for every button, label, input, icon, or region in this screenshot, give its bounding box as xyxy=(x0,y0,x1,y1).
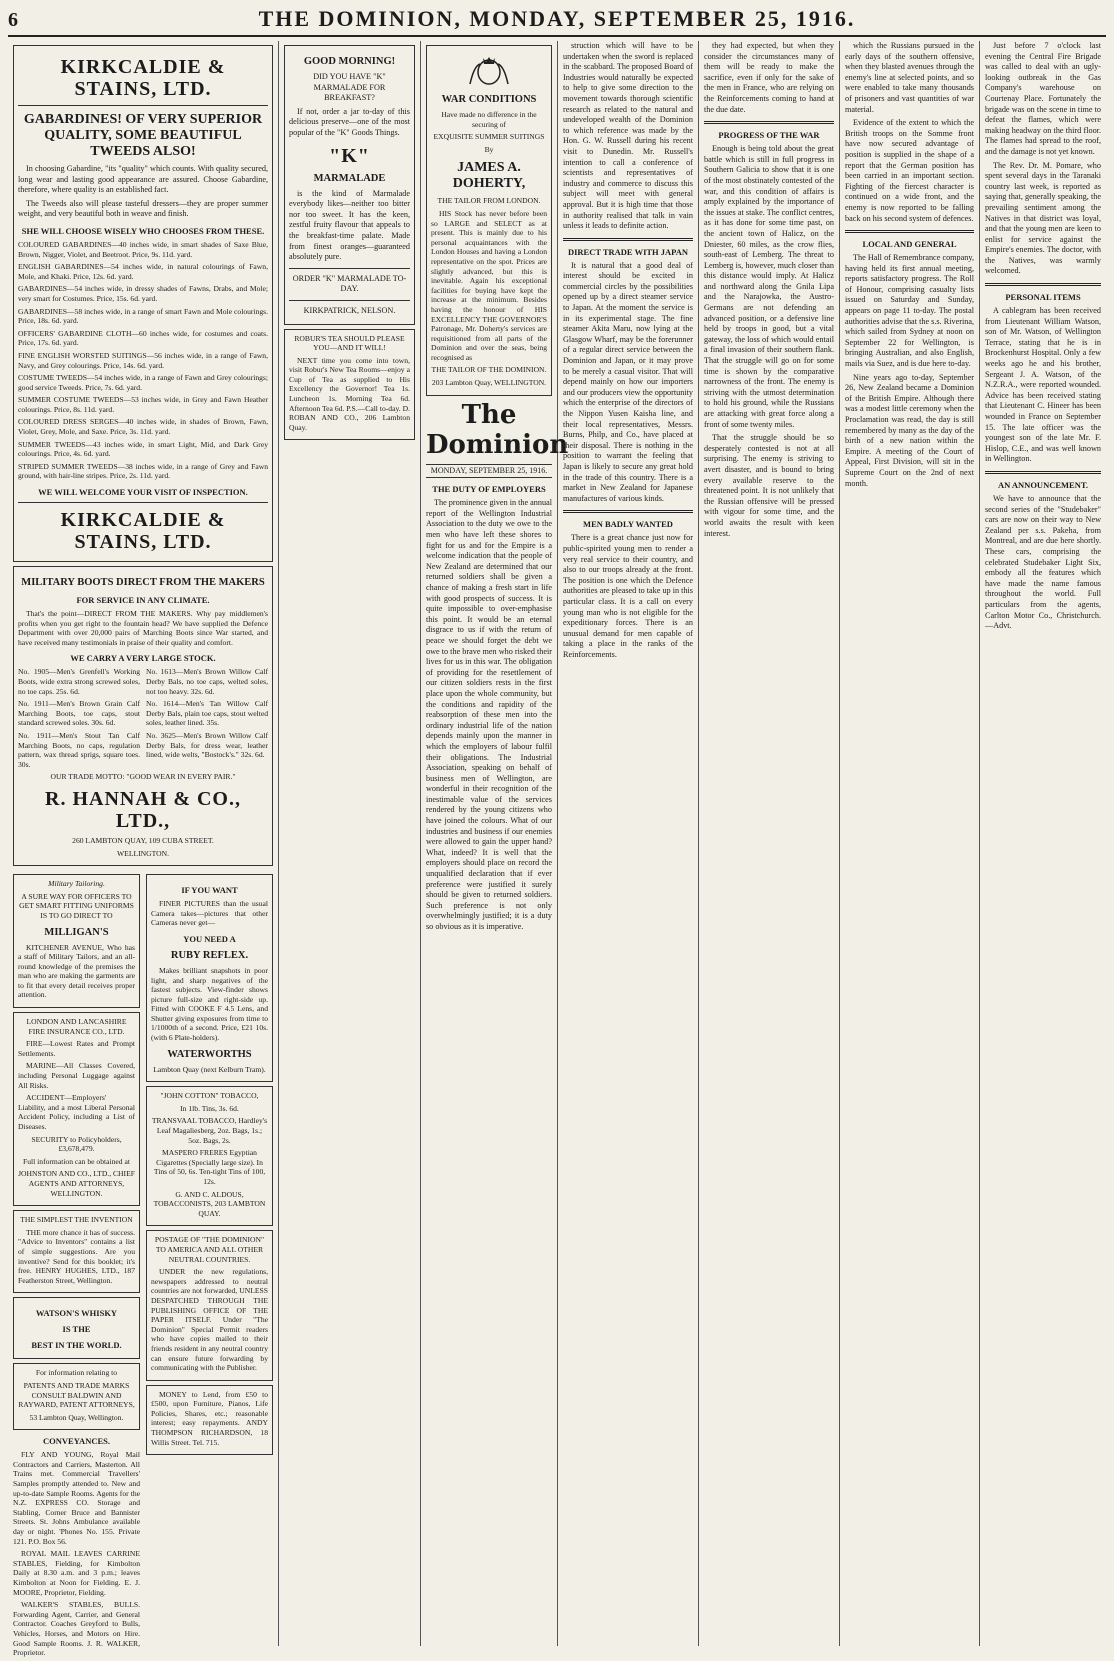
list-item: SUMMER COSTUME TWEEDS—53 inches wide, in Grey and Fawn Heather colourings. Price, 8s. 11d. yard. xyxy=(18,395,268,414)
duty-text: The prominence given in the annual report of the Wellington Industrial Association to the duty we owe to the men who have left these shores to fight for us and for the Empire is a welcome indication that the people of New Zealand are determined that our returned soldiers shall be given a chance of making a fresh start in life with good prospects of success. It is quite impossible to over-emphasise this point. It would be an eternal disgrace to us if with the return of peace we should forget the debt we owe to the brave men who risked their lives for us in this war. The obligation of providing for the resettlement of our citizen soldiers rests in the first place upon the whole community, but the conditions and rapidity of the reabsorption of these men into the ordinary industrial life of the nation depends mainly upon the manner in which the employers of labour fulfil their obligations. The Industrial Association, speaking on behalf of business men of Wellington, are wonderful in their recognition of the inestimable value of the services rendered by the young citizens who have joined the colours. What of our industries and business if our enemies were allowed to gain the upper hand? What, indeed? It is well that the employers should place on record the unqualified declaration that if ever preference were justified it surely should be given to returned soldiers. Such preference is not only overwhelmingly justified; it is a duty so obvious as it is imperative. xyxy=(426,498,552,931)
dominion-date: MONDAY, SEPTEMBER 25, 1916. xyxy=(426,464,552,479)
war-by: By xyxy=(484,144,494,154)
royal-crest-icon xyxy=(464,54,514,88)
pat-address: 53 Lambton Quay, Wellington. xyxy=(29,1412,124,1422)
list-item: WALKER'S STABLES, BULLS. Forwarding Agent, Carrier, and General Contractor. Coaches Greyford to Bulls, Vehicles, Horses, and Motors on Hire. Good Sample Rooms. J. R. WALKER, Proprietor. xyxy=(13,1600,140,1658)
whisky-mid: IS THE xyxy=(62,1324,91,1335)
boots-stock: WE CARRY A VERY LARGE STOCK. xyxy=(70,653,216,664)
direct-trade-text: It is natural that a good deal of interest should be excited in commercial circles by the possibilities opened up by a direct steamer service to Japan. At the moment the service is in its experimental stage. The fine steamer Akita Maru, now lying at the Glasgow Wharf, may be the forerunner of a regular direct service between the Dominion and Japan, or it may prove to be merely a casual visitor. That will depend mainly on how our importers and our producers view the opportunity which the enterprise of the directors of the Nippon Yusen Kaisha line, and their local representatives, Messrs. Burns, Philp, and Co., have placed at their disposal. There is nothing in the position to warrant the feeling that Japan is likely to secure any great hold in the trade of this country. There is a market in New Zealand for Japanese manufactures of various kinds. xyxy=(563,260,693,503)
k-order: ORDER "K" MARMALADE TO-DAY. xyxy=(292,273,407,294)
personal-title: PERSONAL ITEMS xyxy=(1005,292,1081,303)
list-item: ACCIDENT—Employers' Liability, and a most Liberal Personal Accident Policy, including a List of Diseases. xyxy=(18,1093,135,1131)
ins-info: Full information can be obtained at xyxy=(23,1156,130,1166)
col1-lower xyxy=(13,870,273,1661)
list-item: No. 1911—Men's Stout Tan Calf Marching Boots, no caps, regulation pattern, wax thread sprigs, square toes. 30s. xyxy=(18,730,140,769)
cam-name: RUBY REFLEX. xyxy=(170,949,249,961)
announcement-text: We have to announce that the second series of the "Studebaker" cars are now on their way to New Zealand per s.s. Pakeha, from Montreal, and are due here shortly. These cars, comprising the celebrated Studebaker Light Six, embody all the features which have made the name famous throughout the world. Full particulars from the agents, Carlton Motor Co., Christchurch.—Advt. xyxy=(985,493,1101,631)
duty-title: THE DUTY OF EMPLOYERS xyxy=(432,484,546,495)
col6-evidence: Evidence of the extent to which the British troops on the Somme front have now secured advantage of position is supplied in the shape of a report that the German position has been carried in an important section. Fighting of the fiercest character is continued on a wide front, and the enemy is now reported to be falling back on his second system of defences. xyxy=(845,118,974,223)
progress-text-2: That the struggle should be so desperately contested is not at all surprising. The enemy is striving to avert disaster, and is bound to bring every available reserve to the threatened point. It is not unlikely that the Russian offensive will be pressed with vigour for some time, and the world awaits the result with keen interest. xyxy=(704,433,834,538)
ins-title: LONDON AND LANCASHIRE FIRE INSURANCE CO., LTD. xyxy=(26,1017,127,1036)
tea-notice: ROBUR'S TEA SHOULD PLEASE YOU—AND IT WILL! xyxy=(294,333,405,353)
k-sub: MARMALADE xyxy=(313,172,386,184)
progress-text: Enough is being told about the great battle which is still in full progress in Southern Galicia to show that it is one of the most obstinately contested of the war, and this condition of affairs is amply explained by the importance of the issues at stake. The conflict centres, as it has done for some time past, on the ancient town of Halicz, on the Dniester, 60 miles, as the crow flies, south-east of Lemberg. The threat to Lemberg is, however, much closer than this distance would imply. At Halicz and northward along the Gnila Lipa and the Narajowka, the Austro-Germans are not defending an advanced position, or a defensive line held by troops in good, but a vital gateway, the loss of which would entail a final invasion of their southern flank. That the struggle will go on for some time is shown by the comparative narrowness of the front. The enemy is striving with the utmost determination to hold his ground, while the Russians are attacking with great force along a front of some twenty miles. xyxy=(704,144,834,429)
k-maker: KIRKPATRICK, NELSON. xyxy=(303,305,396,315)
local-title: LOCAL AND GENERAL xyxy=(862,239,957,250)
mil-body: KITCHENER AVENUE, Who has a staff of Military Tailors, and an all-round knowledge of the premises the man who are making the garments are to fit that every detail receives proper attention. xyxy=(18,942,135,1000)
col1-lower-right xyxy=(146,870,273,1661)
list-item: ENGLISH GABARDINES—54 inches wide, in natural colourings of Fawn, Mole, and Khaki. Price, 12s. 6d. yard. xyxy=(18,262,268,281)
whisky-foot: BEST IN THE WORLD. xyxy=(31,1340,122,1351)
cam-body-2: Makes brilliant snapshots in poor light, and sharp negatives of the fastest subjects. View-finder shows picture full-size and right-side up. Fitted with COOKE F 4.5 Lens, and Shutter giving exposures from time to 1/1000th of a second. Price, £21 10s. (with 6 Plate-holders). xyxy=(151,965,268,1043)
cam-addr: Lambton Quay (next Kelburn Tram). xyxy=(153,1064,266,1074)
pat-info: For information relating to xyxy=(35,1368,118,1378)
hannah-title: R. HANNAH & CO., LTD., xyxy=(45,787,241,832)
ins-agents: JOHNSTON AND CO., LTD., CHIEF AGENTS AND ATTORNEYS, WELLINGTON. xyxy=(18,1169,135,1198)
list-item: GABARDINES—58 inches wide, in a range of smart Fawn and Mole colourings. Price, 18s. 6d. yard. xyxy=(18,306,268,326)
tob-shop: G. AND C. ALDOUS, TOBACCONISTS, 203 LAMBTON QUAY. xyxy=(153,1189,266,1218)
boots-title: MILITARY BOOTS DIRECT FROM THE MAKERS xyxy=(21,577,265,589)
military-boots-ad xyxy=(13,566,273,866)
post-title: POSTAGE OF "THE DOMINION" TO AMERICA AND ALL OTHER NEUTRAL COUNTRIES. xyxy=(154,1235,265,1264)
boots-list xyxy=(18,667,268,772)
tea-body: NEXT time you come into town, visit Robur's New Tea Rooms—enjoy a Cup of Tea as supplied to His Excellency the Governor! Tea 1s. Luncheon 1s. Morning Tea 6d. Afternoon Tea 6d. P.S.—Call to-day. D. ROBAN AND CO., 206 Lambton Quay. xyxy=(289,355,410,432)
col7-top-2: The Rev. Dr. M. Pomare, who spent several days in the Taranaki country last week, is reported as saying that, generally speaking, the prevailing sentiment among the Natives in that district was loyal, and that the young men are keen to enlist for service against the Empire's enemies. The doctor, with the Natives, was warmly welcomed. xyxy=(985,160,1101,276)
direct-trade-title: DIRECT TRADE WITH JAPAN xyxy=(567,246,689,257)
list-item: COLOURED DRESS SERGES—40 inches wide, in shades of Brown, Fawn, Violet, Grey, Mole, and Saxe. Price, 3s. 11d. yard. xyxy=(18,417,268,437)
tobacco-ad xyxy=(146,1086,273,1226)
list-item: OFFICERS' GABARDINE CLOTH—60 inches wide, for costumes and coats. Price, 17s. 6d. yard. xyxy=(18,328,268,348)
kirkcaldie-title: KIRKCALDIE & STAINS, LTD. xyxy=(60,56,226,100)
page-number: 6 xyxy=(8,9,18,31)
invention-ad xyxy=(13,1210,140,1293)
local-text: The Hall of Remembrance company, having held its first annual meeting, reports satisfactory progress. The Roll of Honour, comprising casualty lists issued on Saturday and Sunday, appears on page 11 to-day. The postal authorities advise that the s.s. Riverina, which sailed from Sydney at noon on September 22 for Wellington, is bringing Australian, and also English, mails via Suez, and is due here to-day. xyxy=(845,253,974,369)
insurance-ad xyxy=(13,1012,140,1206)
war-title: WAR CONDITIONS xyxy=(441,94,537,105)
mil-name: MILLIGAN'S xyxy=(44,926,109,938)
list-item: No. 1614—Men's Tan Willow Calf Derby Bals, plain toe caps, stout welted soles, leather lined. 35s. xyxy=(146,699,268,728)
mil-label: Military Tailoring. xyxy=(48,879,105,889)
ad-footer: WE WILL WELCOME YOUR VISIT OF INSPECTION. xyxy=(38,487,248,498)
k-body: is the kind of Marmalade everybody likes—neither too bitter nor too sweet. It has the keen, zestful fruity flavour that appeals to the breakfast-time palate. Made from finest oranges—guaranteed absolutely pure. xyxy=(289,188,410,262)
war-name: JAMES A. DOHERTY, xyxy=(452,160,526,192)
kirkcaldie-title-2: KIRKCALDIE & STAINS, LTD. xyxy=(60,509,226,554)
list-item: ROYAL MAIL LEAVES CARRINE STABLES, Fielding, for Kimbolton Daily at 8.30 a.m. and 3 p.m.; leaves Kimbolton at Noon for Fielding. E. J. MOORE, Proprietor, Fielding. xyxy=(13,1549,140,1597)
dominion-flag: The Dominion xyxy=(426,399,569,460)
personal-text: A cablegram has been received from Lieutenant William Watson, son of Mr. Watson, of Wellington Terrace, stating that he is in Brockenhurst Hospital. Only a few weeks ago he and his brother, Sergeant J. A. Watson, of the N.Z.R.A., were reported wounded. Advice has been received stating that Lieutenant C. Hineer has been wounded in France on September 15. The late officer was the youngest son of the late Mr. F. Hislop, C.E., and was well known in Wellington. xyxy=(985,306,1101,464)
ad-intro: In choosing Gabardine, "its "quality" which counts. With quality secured, long wear and lasting good appearance are assured. Choose Gabardine, therefore, where quality is an established fact. xyxy=(18,164,268,195)
cam-body: FINER PICTURES than the usual Camera takes—pictures that other Cameras never get— xyxy=(151,899,268,928)
marmalade-ad xyxy=(284,45,415,325)
ins-security: SECURITY to Policyholders, £3,678,479. xyxy=(31,1134,122,1154)
column-7 xyxy=(980,41,1106,1646)
col7-top: Just before 7 o'clock last evening the Central Fire Brigade was called to deal with an ugly-looking outbreak in the Gas Company's warehouse on Courtenay Place. Fortunately the brigade was on the scene in time to defeat the flames, which were making headway on the third floor. The flames had spread to the roof, and the damage is not yet known. xyxy=(985,41,1101,156)
money-body: MONEY to Lend, from £50 to £500, upon Furniture, Pianos, Life Policies, Shares, etc.; reasonable interest; easy repayments. ANDY THOMPSON RICHARDSON, 18 Willis Street. Tel. 715. xyxy=(151,1389,268,1447)
column-5 xyxy=(699,41,840,1646)
masthead-title: THE DOMINION, MONDAY, SEPTEMBER 25, 1916. xyxy=(258,6,856,31)
men-wanted-text: There is a great chance just now for public-spirited young men to render a very real service to their country, and also to our troops already at the front. The position is one which the Defence authorities are pleased to take up in this particular class. It is a call on every young man who is not eligible for the expeditionary forces. There is an unusual demand for men capable of taking a place in the ranks of the Reinforcements. xyxy=(563,533,693,659)
list-item: FLY AND YOUNG, Royal Mail Contractors and Carriers, Masterton. All Trains met. Commercial Travellers' Samples promptly attended to. New and up-to-date Sample Rooms. Agents for the N.Z. EXPRESS CO. Storage and Stabling, Corner Bruce and Bannister Streets. St. Johns Ambulance available day or night. 'Phones No. 155. Private 121. P.O. Box 56. xyxy=(13,1450,140,1546)
column-1 xyxy=(8,41,279,1658)
whisky-title: WATSON'S WHISKY xyxy=(35,1308,118,1319)
tob-title: "JOHN COTTON" TOBACCO, xyxy=(160,1091,259,1101)
war-body: Have made no difference in the securing of xyxy=(441,110,537,129)
doherty-ad xyxy=(426,45,552,396)
whisky-ad xyxy=(13,1297,140,1359)
war-addr: 203 Lambton Quay, WELLINGTON. xyxy=(431,378,547,388)
announcement-title: AN ANNOUNCEMENT. xyxy=(997,479,1089,490)
masthead xyxy=(8,6,1106,37)
gm-title: GOOD MORNING! xyxy=(303,56,396,67)
war-tailor: THE TAILOR FROM LONDON. xyxy=(437,196,541,206)
list-item: COSTUME TWEEDS—54 inches wide, in a range of Fawn and Grey colourings; good service Tweeds. Price, 7s. 6d. yard. xyxy=(18,373,268,392)
hannah-city: WELLINGTON. xyxy=(117,848,169,858)
cam-need: YOU NEED A xyxy=(183,933,236,944)
boots-motto: OUR TRADE MOTTO: "GOOD WEAR IN EVERY PAIR." xyxy=(50,772,236,782)
tob-maspero: MASPERO FRERES Egyptian Cigarettes (Specially large size). In Tins of 50, 6s. Ten-tight Tins of 100, 12s. xyxy=(153,1148,266,1186)
milligan-ad xyxy=(13,874,140,1008)
list-item: No. 1905—Men's Grenfell's Working Boots, wide extra strong screwed soles, no toe caps. 25s. 6d. xyxy=(18,667,140,696)
local-text-2: Nine years ago to-day, September 26, New Zealand became a Dominion of the British Empire. Although there was a modest little ceremony when the Proclamation was read, the day is still remembered by many as the day of the birth of a new nation within the Empire. A meeting of the Court of Appeal, First Division, will sit in the Supreme Court on the 2nd of next month. xyxy=(845,372,974,488)
patents-ad xyxy=(13,1363,140,1430)
men-wanted-title: MEN BADLY WANTED xyxy=(583,519,673,530)
war-foot: THE TAILOR OF THE DOMINION. xyxy=(431,365,547,375)
tob-price: In 1lb. Tins, 3s. 6d. xyxy=(180,1103,239,1113)
pat-title: PATENTS AND TRADE MARKS CONSULT BALDWIN AND RAYWARD, PATENT ATTORNEYS, xyxy=(18,1380,135,1410)
gabardine-list xyxy=(18,240,268,481)
kirkcaldie-ad xyxy=(13,45,273,562)
boots-body: That's the point—DIRECT FROM THE MAKERS. Why pay middlemen's profits when you get right to the fountain head? We have supplied the Defence Department with over 20,000 pairs of Marching Boots since War started, and have received many testimonials in praise of their quality and comfort. xyxy=(18,609,268,647)
conveyances xyxy=(13,1436,140,1657)
list-item: No. 3625—Men's Brown Willow Calf Derby Bals, for dress wear, leather lined, wide welts, "Bostock's." 32s. 6d. xyxy=(146,730,268,760)
list-item: FINE ENGLISH WORSTED SUITINGS—56 inches wide, in a range of Fawn, Navy, and Grey colourings. Price, 14s. 6d. yard. xyxy=(18,350,268,370)
list-item: No. 1613—Men's Brown Willow Calf Derby Bals, no toe caps, welted soles, not too heavy. 32s. 6d. xyxy=(146,667,268,696)
list-item: GABARDINES—54 inches wide, in dressy shades of Fawns, Drabs, and Mole; very smart for Costumes. Price, 15s. 6d. yard. xyxy=(18,284,268,303)
war-text: HIS Stock has never before been so LARGE and SELECT as at present. This is mainly due to his personal acquaintances with the London Houses and having a London representative on the spot. Prices are slightly advanced, but this is inevitable. Again his exceptional facilities for buying have kept the increase at the minimum. Besides having the honour of HIS EXCELLENCY THE GOVERNOR'S Patronage, Mr. Doherty's services are requisitioned from all parts of the Dominion and over the seas, being recognised as xyxy=(431,208,547,362)
list-item: FIRE—Lowest Rates and Prompt Settlements. xyxy=(18,1039,135,1058)
col5-top: they had expected, but when they consider the circumstances many of them will be ready to make the sacrifice, even if only for the sake of the men in France, who are relying on the Reinforcements coming to hand at the due date. xyxy=(704,41,834,114)
column-3 xyxy=(421,41,569,1646)
gm-question: DID YOU HAVE "K" MARMALADE FOR BREAKFAST? xyxy=(313,72,386,103)
hannah-address: 260 LAMBTON QUAY, 109 CUBA STREET. xyxy=(72,835,214,845)
cam-shop: WATERWORTHS xyxy=(167,1048,252,1060)
ad-intro-2: The Tweeds also will please tasteful dressers—they are proper summer weight, and very beautiful both in weave and finish. xyxy=(18,198,268,219)
ad-subhead: SHE WILL CHOOSE WISELY WHO CHOOSES FROM THESE. xyxy=(21,225,265,236)
conv-title: CONVEYANCES. xyxy=(43,1436,110,1447)
gm-body: If not, order a jar to-day of this delicious preserve—one of the most popular of the "K" Goods Things. xyxy=(289,106,410,137)
list-item: SUMMER TWEEDS—43 inches wide, in smart Light, Mid, and Dark Grey colourings. Price, 4s. 6d. yard. xyxy=(18,439,268,459)
tob-transvaal: TRANSVAAL TOBACCO, Hardley's Leaf Magaliesberg, 2oz. Bags, 1s.; 5oz. Bags, 2s. xyxy=(151,1116,268,1145)
cam-title: IF YOU WANT xyxy=(181,885,238,896)
list-item: No. 1911—Men's Brown Grain Calf Marching Boots, toe caps, stout standard screwed soles. 30s. 6d. xyxy=(18,699,140,728)
list-item: COLOURED GABARDINES—40 inches wide, in smart shades of Saxe Blue, Brown, Nigger, Violet, and Beetroot. Price, 9s. 11d. yard. xyxy=(18,239,268,259)
column-2 xyxy=(279,41,421,1646)
post-body: UNDER the new regulations, newspapers addressed to neutral countries are not forwarded, UNLESS DESPATCHED THROUGH THE PUBLISHING OFFICE OF THE PAPER ITSELF. Under "The Dominion" Special Permit readers who have copies mailed to their friends resident in any neutral country can ensure future forwarding by communicating with the Publisher. xyxy=(151,1267,268,1373)
war-sub: EXQUISITE SUMMER SUITINGS xyxy=(433,132,545,142)
column-6 xyxy=(840,41,980,1646)
boots-sub: FOR SERVICE IN ANY CLIMATE. xyxy=(76,595,210,606)
col1-lower-left xyxy=(13,870,140,1661)
gabardines-headline: GABARDINES! OF VERY SUPERIOR QUALITY, SOME BEAUTIFUL TWEEDS ALSO! xyxy=(23,112,263,159)
progress-title: PROGRESS OF THE WAR xyxy=(718,130,820,141)
camera-ad xyxy=(146,874,273,1082)
column-4 xyxy=(558,41,699,1646)
mil-head: A SURE WAY FOR OFFICERS TO GET SMART FITTING UNIFORMS IS TO GO DIRECT TO xyxy=(19,891,134,920)
list-item: STRIPED SUMMER TWEEDS—38 inches wide, in a range of Grey and Fawn ground, with hair-line stripes. Price, 2s. 11d. yard. xyxy=(18,461,268,481)
col6-top: which the Russians pursued in the early days of the southern offensive, when they blasted avenues through the enemy's line at selected points, and so were enabled to take many thousands of prisoners and vast quantities of war material. xyxy=(845,41,974,114)
inv-title: THE SIMPLEST THE INVENTION xyxy=(20,1215,133,1225)
inv-body: THE more chance it has of success. "Advice to Inventors" contains a list of simple suggestions. Are you inventive? Send for this booklet; it's free. HENRY HUGHES, LTD., 187 Featherston Street, Wellington. xyxy=(18,1227,135,1285)
col4-intro: struction which will have to be undertaken when the sword is replaced in the scabbard. The proposed Board of Industries would naturally be expected to help to give some direction to the movement towards thorough scientific research as related to the natural and undeveloped wealth of the Dominion to which reference was made by the Hon. G. W. Russell during his recent visit to Dunedin. Mr. Russell's intention to call a conference of scientists and representatives of industry and commerce to discuss this subject will meet with general approval. But it is high time that those in authority realised that talk in vain unless it leads to definite action. xyxy=(563,41,693,231)
k-title: "K" xyxy=(329,144,370,167)
postage-notice xyxy=(146,1230,273,1380)
columns xyxy=(8,41,1106,1658)
money-ad xyxy=(146,1385,273,1456)
tea-ad xyxy=(284,329,415,441)
list-item: MARINE—All Classes Covered, including Personal Luggage against All Risks. xyxy=(18,1061,135,1090)
